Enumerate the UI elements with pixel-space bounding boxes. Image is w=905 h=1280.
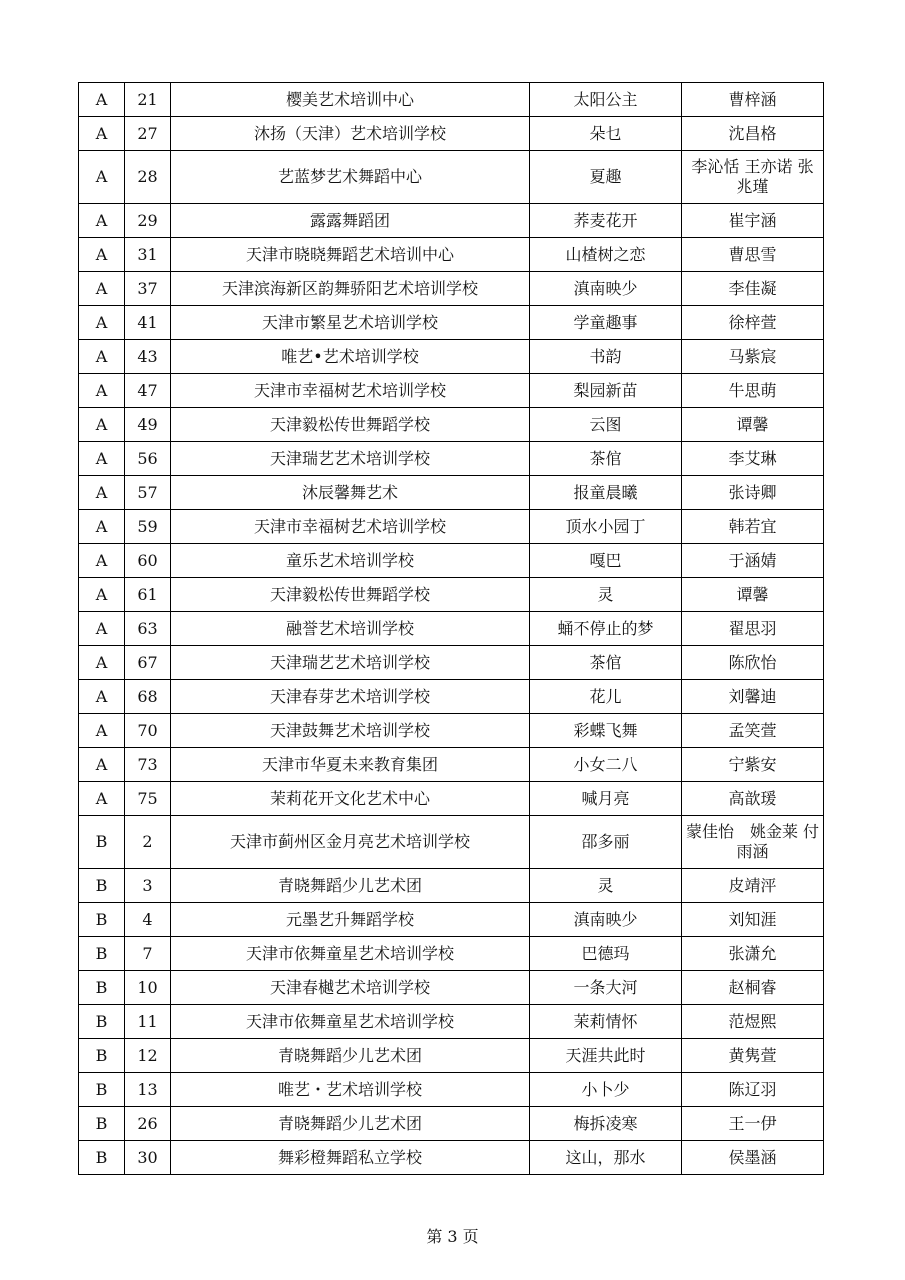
group-cell: A [79,442,125,476]
group-cell: A [79,782,125,816]
table-row [79,748,824,782]
work-title-cell: 彩蝶飞舞 [530,714,682,748]
work-title-cell: 小卜少 [530,1073,682,1107]
group-cell: B [79,937,125,971]
table-row [79,816,824,869]
table-row [79,680,824,714]
school-cell: 唯艺•艺术培训学校 [171,340,530,374]
performer-cell: 宁紫安 [682,748,824,782]
group-cell: A [79,204,125,238]
table-row [79,510,824,544]
school-cell: 青晓舞蹈少儿艺术团 [171,869,530,903]
number-cell: 30 [125,1141,171,1175]
school-cell: 天津滨海新区韵舞骄阳艺术培训学校 [171,272,530,306]
performer-cell: 谭馨 [682,578,824,612]
work-title-cell: 茶倌 [530,442,682,476]
school-cell: 天津春芽艺术培训学校 [171,680,530,714]
table-row [79,612,824,646]
group-cell: B [79,816,125,869]
group-cell: A [79,408,125,442]
table-row [79,204,824,238]
table-row [79,971,824,1005]
work-title-cell: 茶倌 [530,646,682,680]
group-cell: B [79,1073,125,1107]
school-cell: 天津市依舞童星艺术培训学校 [171,1005,530,1039]
number-cell: 21 [125,83,171,117]
group-cell: A [79,117,125,151]
performer-cell: 张诗卿 [682,476,824,510]
school-cell: 天津市幸福树艺术培训学校 [171,374,530,408]
number-cell: 7 [125,937,171,971]
work-title-cell: 滇南映少 [530,272,682,306]
group-cell: A [79,748,125,782]
number-cell: 10 [125,971,171,1005]
performer-cell: 牛思萌 [682,374,824,408]
group-cell: B [79,1039,125,1073]
number-cell: 57 [125,476,171,510]
work-title-cell: 荞麦花开 [530,204,682,238]
group-cell: B [79,1141,125,1175]
performer-cell: 马紫宸 [682,340,824,374]
performer-cell: 曹思雪 [682,238,824,272]
group-cell: A [79,680,125,714]
group-cell: A [79,151,125,204]
number-cell: 41 [125,306,171,340]
table-row [79,83,824,117]
school-cell: 童乐艺术培训学校 [171,544,530,578]
table-row [79,903,824,937]
group-cell: A [79,238,125,272]
number-cell: 3 [125,869,171,903]
work-title-cell: 云图 [530,408,682,442]
work-title-cell: 一条大河 [530,971,682,1005]
table-row [79,1073,824,1107]
performer-cell: 高歆瑗 [682,782,824,816]
table-row [79,937,824,971]
results-table-body [79,83,824,1175]
school-cell: 青晓舞蹈少儿艺术团 [171,1039,530,1073]
work-title-cell: 这山，那水 [530,1141,682,1175]
work-title-cell: 天涯共此时 [530,1039,682,1073]
performer-cell: 王一伊 [682,1107,824,1141]
school-cell: 沐辰馨舞艺术 [171,476,530,510]
school-cell: 唯艺・艺术培训学校 [171,1073,530,1107]
performer-cell: 张潇允 [682,937,824,971]
number-cell: 68 [125,680,171,714]
school-cell: 沐扬（天津）艺术培训学校 [171,117,530,151]
number-cell: 13 [125,1073,171,1107]
performer-cell: 孟笑萱 [682,714,824,748]
work-title-cell: 邵多丽 [530,816,682,869]
work-title-cell: 蛹不停止的梦 [530,612,682,646]
results-table [78,82,824,1175]
work-title-cell: 灵 [530,578,682,612]
table-row [79,646,824,680]
table-row [79,272,824,306]
number-cell: 27 [125,117,171,151]
number-cell: 31 [125,238,171,272]
table-row [79,442,824,476]
group-cell: A [79,306,125,340]
number-cell: 12 [125,1039,171,1073]
table-row [79,151,824,204]
group-cell: A [79,510,125,544]
school-cell: 元墨艺升舞蹈学校 [171,903,530,937]
work-title-cell: 报童晨曦 [530,476,682,510]
number-cell: 75 [125,782,171,816]
work-title-cell: 夏趣 [530,151,682,204]
number-cell: 60 [125,544,171,578]
number-cell: 37 [125,272,171,306]
group-cell: A [79,374,125,408]
performer-cell: 黄隽萱 [682,1039,824,1073]
number-cell: 73 [125,748,171,782]
table-row [79,714,824,748]
performer-cell: 李佳凝 [682,272,824,306]
school-cell: 天津春樾艺术培训学校 [171,971,530,1005]
table-row [79,1005,824,1039]
performer-cell: 翟思羽 [682,612,824,646]
work-title-cell: 小女二八 [530,748,682,782]
school-cell: 天津市繁星艺术培训学校 [171,306,530,340]
work-title-cell: 花儿 [530,680,682,714]
work-title-cell: 朵乜 [530,117,682,151]
group-cell: A [79,272,125,306]
school-cell: 天津瑞艺艺术培训学校 [171,442,530,476]
number-cell: 67 [125,646,171,680]
number-cell: 49 [125,408,171,442]
work-title-cell: 梅拆凌寒 [530,1107,682,1141]
performer-cell: 沈昌格 [682,117,824,151]
table-row [79,117,824,151]
school-cell: 天津毅松传世舞蹈学校 [171,408,530,442]
work-title-cell: 书韵 [530,340,682,374]
group-cell: A [79,83,125,117]
work-title-cell: 灵 [530,869,682,903]
number-cell: 11 [125,1005,171,1039]
group-cell: B [79,971,125,1005]
performer-cell: 范煜熙 [682,1005,824,1039]
school-cell: 天津鼓舞艺术培训学校 [171,714,530,748]
number-cell: 4 [125,903,171,937]
performer-cell: 于涵婧 [682,544,824,578]
number-cell: 43 [125,340,171,374]
number-cell: 29 [125,204,171,238]
group-cell: B [79,903,125,937]
performer-cell: 崔宇涵 [682,204,824,238]
work-title-cell: 顶水小园丁 [530,510,682,544]
school-cell: 天津毅松传世舞蹈学校 [171,578,530,612]
school-cell: 天津市华夏未来教育集团 [171,748,530,782]
number-cell: 28 [125,151,171,204]
number-cell: 47 [125,374,171,408]
table-row [79,408,824,442]
school-cell: 融誉艺术培训学校 [171,612,530,646]
table-row [79,1107,824,1141]
table-row [79,869,824,903]
school-cell: 天津市蓟州区金月亮艺术培训学校 [171,816,530,869]
performer-cell: 韩若宜 [682,510,824,544]
performer-cell: 侯墨涵 [682,1141,824,1175]
group-cell: B [79,1005,125,1039]
school-cell: 茉莉花开文化艺术中心 [171,782,530,816]
group-cell: A [79,476,125,510]
table-row [79,782,824,816]
work-title-cell: 喊月亮 [530,782,682,816]
table-row [79,340,824,374]
performer-cell: 徐梓萱 [682,306,824,340]
school-cell: 露露舞蹈团 [171,204,530,238]
performer-cell: 陈辽羽 [682,1073,824,1107]
number-cell: 61 [125,578,171,612]
work-title-cell: 梨园新苗 [530,374,682,408]
number-cell: 2 [125,816,171,869]
group-cell: A [79,612,125,646]
table-row [79,238,824,272]
group-cell: B [79,1107,125,1141]
school-cell: 天津市晓晓舞蹈艺术培训中心 [171,238,530,272]
performer-cell: 刘知涯 [682,903,824,937]
group-cell: A [79,646,125,680]
school-cell: 舞彩橙舞蹈私立学校 [171,1141,530,1175]
group-cell: A [79,340,125,374]
table-row [79,374,824,408]
table-row [79,578,824,612]
work-title-cell: 茉莉情怀 [530,1005,682,1039]
table-row [79,1039,824,1073]
performer-cell: 李沁恬 王亦诺 张兆瑾 [682,151,824,204]
work-title-cell: 太阳公主 [530,83,682,117]
number-cell: 70 [125,714,171,748]
group-cell: A [79,544,125,578]
work-title-cell: 嘎巴 [530,544,682,578]
number-cell: 63 [125,612,171,646]
performer-cell: 赵桐睿 [682,971,824,1005]
group-cell: B [79,869,125,903]
performer-cell: 刘馨迪 [682,680,824,714]
school-cell: 艺蓝梦艺术舞蹈中心 [171,151,530,204]
performer-cell: 蒙佳怡 姚金莱 付雨涵 [682,816,824,869]
school-cell: 天津瑞艺艺术培训学校 [171,646,530,680]
page-number: 第 3 页 [426,1227,479,1246]
number-cell: 26 [125,1107,171,1141]
performer-cell: 曹梓涵 [682,83,824,117]
work-title-cell: 滇南映少 [530,903,682,937]
table-row [79,476,824,510]
table-row [79,1141,824,1175]
number-cell: 59 [125,510,171,544]
work-title-cell: 学童趣事 [530,306,682,340]
number-cell: 56 [125,442,171,476]
performer-cell: 谭馨 [682,408,824,442]
school-cell: 天津市幸福树艺术培训学校 [171,510,530,544]
group-cell: A [79,714,125,748]
table-row [79,544,824,578]
performer-cell: 李艾琳 [682,442,824,476]
table-row [79,306,824,340]
work-title-cell: 巴德玛 [530,937,682,971]
performer-cell: 皮靖泙 [682,869,824,903]
school-cell: 青晓舞蹈少儿艺术团 [171,1107,530,1141]
school-cell: 樱美艺术培训中心 [171,83,530,117]
group-cell: A [79,578,125,612]
work-title-cell: 山楂树之恋 [530,238,682,272]
performer-cell: 陈欣怡 [682,646,824,680]
school-cell: 天津市依舞童星艺术培训学校 [171,937,530,971]
